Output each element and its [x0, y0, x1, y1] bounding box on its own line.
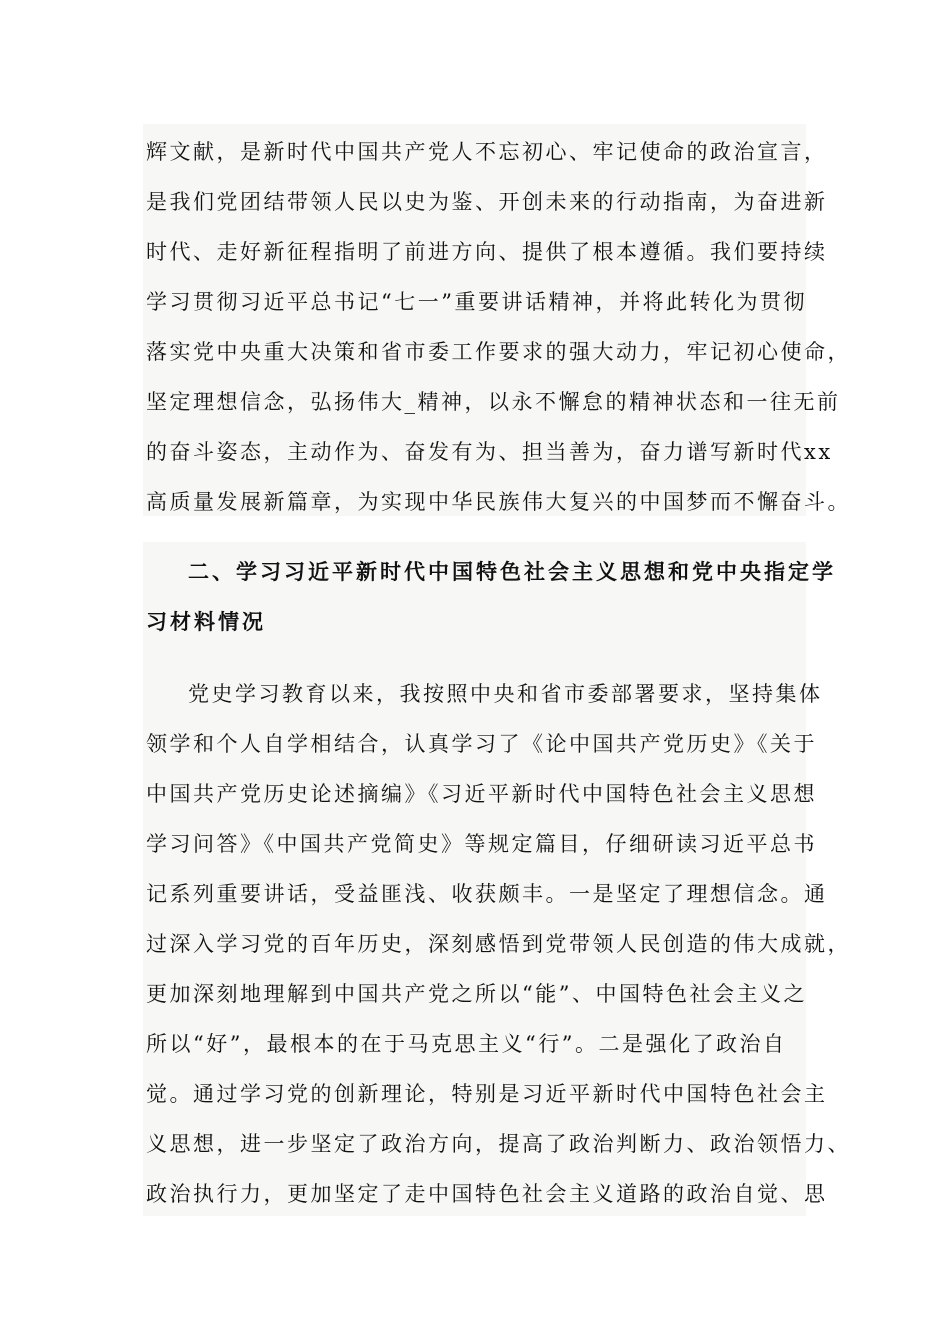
- paragraph-line: 更加深刻地理解到中国共产党之所以“能”、中国特色社会主义之: [146, 982, 807, 1006]
- paragraph-line: 辉文献，是新时代中国共产党人不忘初心、牢记使命的政治宣言，: [146, 140, 828, 164]
- paragraph-line: 是我们党团结带领人民以史为鉴、开创未来的行动指南，为奋进新: [146, 190, 828, 214]
- paragraph-line: 落实党中央重大决策和省市委工作要求的强大动力，牢记初心使命，: [146, 340, 851, 364]
- paragraph-line: 觉。通过学习党的创新理论，特别是习近平新时代中国特色社会主: [146, 1082, 828, 1106]
- paragraph-line: 中国共产党历史论述摘编》《习近平新时代中国特色社会主义思想: [146, 782, 817, 806]
- paragraph-line: 坚定理想信念，弘扬伟大_精神，以永不懈怠的精神状态和一往无前: [146, 390, 841, 414]
- paragraph-line: 过深入学习党的百年历史，深刻感悟到党带领人民创造的伟大成就，: [146, 932, 851, 956]
- paragraph-line: 记系列重要讲话，受益匪浅、收获颇丰。一是坚定了理想信念。通: [146, 882, 828, 906]
- section-heading-line: 二、学习习近平新时代中国特色社会主义思想和党中央指定学: [188, 560, 836, 584]
- paragraph-line: 学习贯彻习近平总书记“七一”重要讲话精神，并将此转化为贯彻: [146, 290, 807, 314]
- paragraph-line: 学习问答》《中国共产党简史》等规定篇目，仔细研读习近平总书: [146, 832, 817, 856]
- section-heading-line: 习材料情况: [146, 610, 266, 634]
- paragraph-line: 义思想，进一步坚定了政治方向，提高了政治判断力、政治领悟力、: [146, 1132, 851, 1156]
- paragraph-line: 高质量发展新篇章，为实现中华民族伟大复兴的中国梦而不懈奋斗。: [146, 490, 851, 514]
- paragraph-line: 政治执行力，更加坚定了走中国特色社会主义道路的政治自觉、思: [146, 1182, 828, 1206]
- paragraph-line: 领学和个人自学相结合，认真学习了《论中国共产党历史》《关于: [146, 732, 817, 756]
- paragraph-line: 的奋斗姿态，主动作为、奋发有为、担当善为，奋力谱写新时代xx: [146, 440, 833, 464]
- paragraph-line: 所以“好”，最根本的在于马克思主义“行”。二是强化了政治自: [146, 1032, 787, 1056]
- paragraph-line: 党史学习教育以来，我按照中央和省市委部署要求，坚持集体: [188, 682, 823, 706]
- paragraph-line: 时代、走好新征程指明了前进方向、提供了根本遵循。我们要持续: [146, 240, 828, 264]
